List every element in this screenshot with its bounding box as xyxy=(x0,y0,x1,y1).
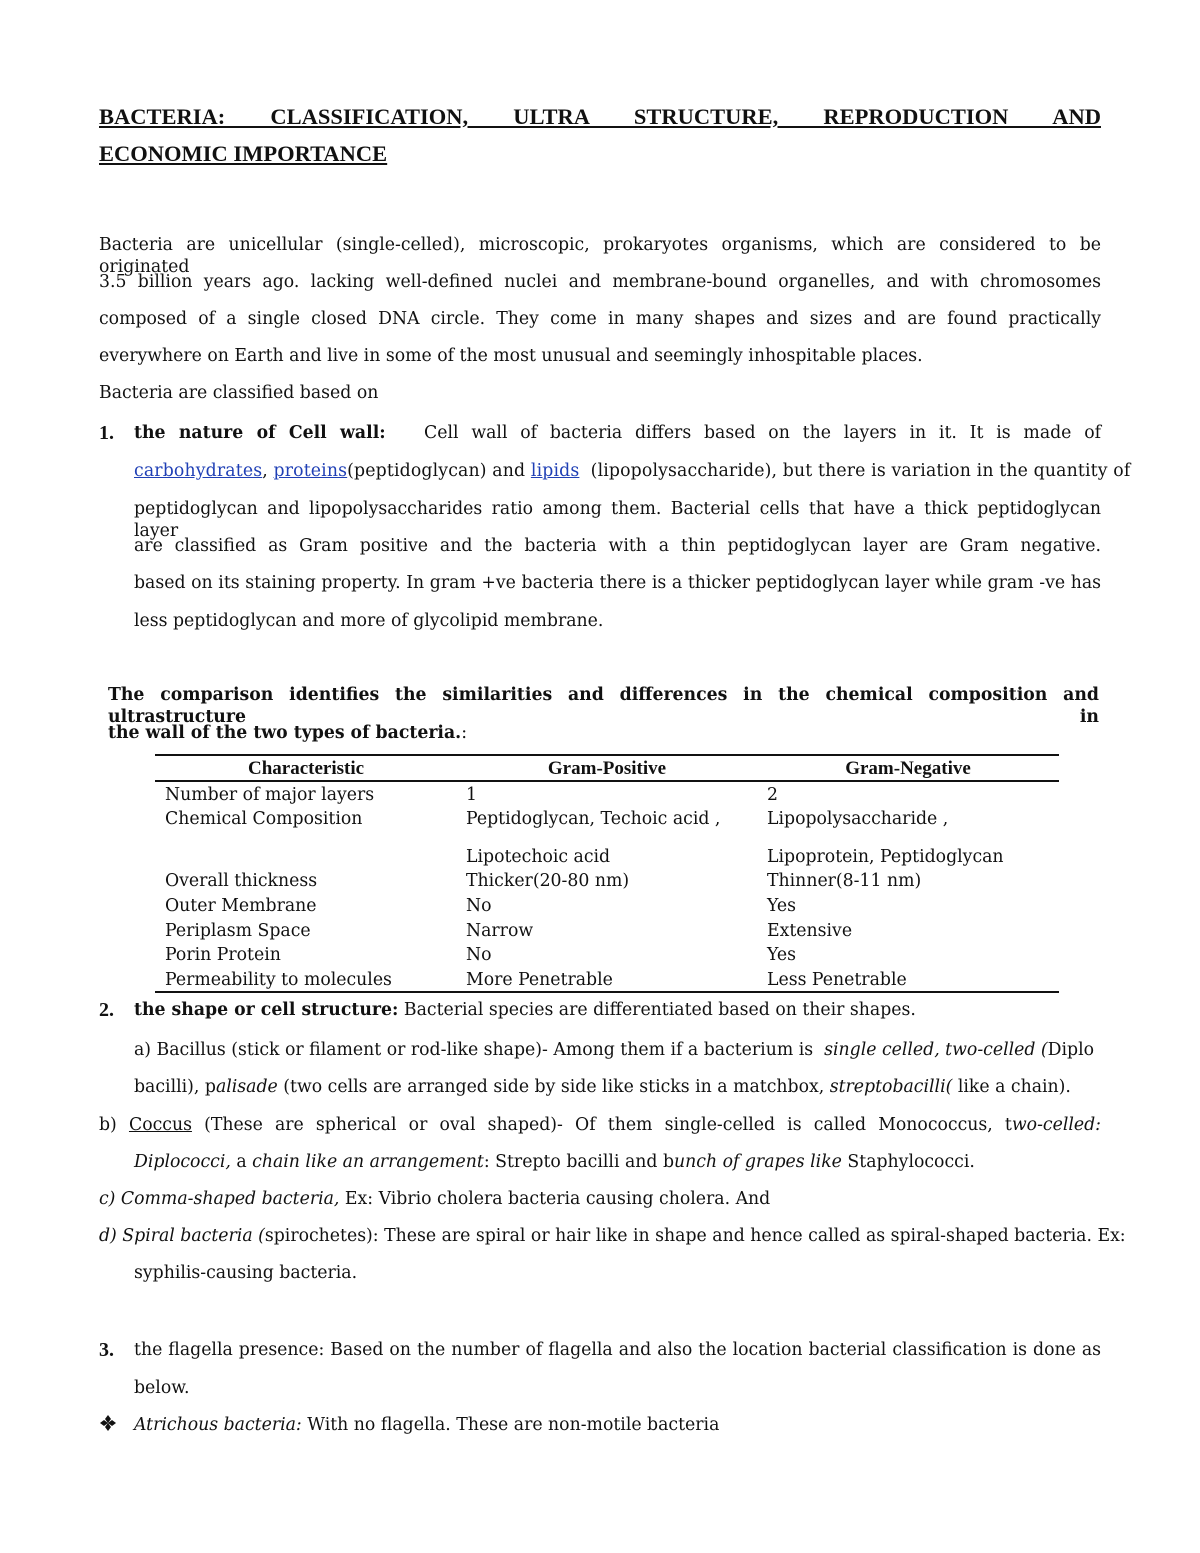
comma-shaped-text: Ex: Vibrio cholera bacteria causing cholera. And xyxy=(344,1189,771,1209)
streptobacilli-italic: streptobacilli( xyxy=(829,1077,953,1097)
table-cell: No xyxy=(466,945,492,965)
coccus-line-2 xyxy=(134,1151,975,1173)
comma-shaped-italic: c) Comma-shaped bacteria, xyxy=(99,1189,340,1209)
table-cell: Less Penetrable xyxy=(767,970,907,990)
coccus-2-a: a xyxy=(236,1152,247,1172)
coccus-text: (These are spherical or oval shaped)- Of them single-celled is called Monococcus, t xyxy=(204,1115,1012,1135)
comparison-line-1: The comparison identifies the similarities and differences in the chemical composition and ultrastructure in xyxy=(108,685,1099,727)
section-2-number: 2. xyxy=(99,999,114,1021)
intro-line-1: Bacteria are unicellular (single-celled), microscopic, prokaryotes organisms, which are considered to be originated xyxy=(99,235,1101,277)
table-cell: No xyxy=(466,896,492,916)
bacillus-text: a) Bacillus (stick or filament or rod-like shape)- Among them if a bacterium is xyxy=(134,1040,814,1060)
table-cell: Lipotechoic acid xyxy=(466,847,611,867)
section-2-heading: the shape or cell structure: xyxy=(134,1000,399,1020)
section-1-line-3: peptidoglycan and lipopolysaccharides ratio among them. Bacterial cells that have a thick peptidoglycan layer xyxy=(134,499,1101,541)
table-cell: 1 xyxy=(466,785,477,805)
table-header-rule xyxy=(155,780,1059,782)
table-cell: Thinner(8-11 nm) xyxy=(767,871,922,891)
table-cell: Lipoprotein, Peptidoglycan xyxy=(767,847,1004,867)
table-cell: Yes xyxy=(767,896,797,916)
comparison-line-2-tail: : xyxy=(461,723,468,743)
bacillus-end: Diplo xyxy=(1047,1040,1095,1060)
section-1-line-6: less peptidoglycan and more of glycolipid membrane. xyxy=(134,611,604,631)
bacillus-line-1 xyxy=(134,1039,1094,1061)
table-bottom-rule xyxy=(155,991,1059,993)
classified-based-on: Bacteria are classified based on xyxy=(99,383,379,403)
page-title xyxy=(99,98,1101,172)
grapes-italic: unch of grapes like xyxy=(674,1152,842,1172)
coccus-2-end: Staphylococci. xyxy=(847,1152,975,1172)
table-cell: Number of major layers xyxy=(165,785,375,805)
spiral-text: spirochetes): These are spiral or hair like in shape and hence called as spiral-shaped bacteria. Ex: xyxy=(264,1226,1126,1246)
chain-italic: chain like an arrangement xyxy=(252,1152,484,1172)
section-1-line-1-rest: Cell wall of bacteria differs based on the layers in it. It is made of xyxy=(424,423,1102,443)
table-cell: Outer Membrane xyxy=(165,896,317,916)
table-top-rule xyxy=(155,754,1059,756)
table-cell: Yes xyxy=(767,945,797,965)
atrichous-italic: Atrichous bacteria: xyxy=(134,1415,302,1435)
table-cell: Overall thickness xyxy=(165,871,318,891)
section-2-heading-rest: Bacterial species are differentiated based on their shapes. xyxy=(403,1000,916,1020)
coccus-term: Coccus xyxy=(128,1115,192,1135)
lipids-link[interactable]: lipids xyxy=(530,461,580,481)
bacillus-2-end: like a chain). xyxy=(957,1077,1071,1097)
table-cell: More Penetrable xyxy=(466,970,613,990)
diplococci-italic: Diplococci, xyxy=(134,1152,231,1172)
section-1-number: 1. xyxy=(99,422,114,444)
table-header-gram-negative: Gram-Negative xyxy=(845,758,971,779)
atrichous-text: With no flagella. These are non-motile bacteria xyxy=(307,1415,720,1435)
coccus-2-mid: : Strepto bacilli and b xyxy=(483,1152,675,1172)
comparison-line-2 xyxy=(108,722,467,744)
bacillus-line-2 xyxy=(134,1076,1071,1098)
intro-line-2: 3.5 billion years ago. lacking well-defined nuclei and membrane-bound organelles, and with chromosomes xyxy=(99,272,1101,292)
table-cell: Chemical Composition xyxy=(165,809,363,829)
title-line-1: BACTERIA: CLASSIFICATION, ULTRA STRUCTURE, REPRODUCTION AND xyxy=(99,104,1101,129)
coccus-label: b) xyxy=(99,1115,117,1135)
after-proteins-text: (peptidoglycan) and xyxy=(347,461,526,481)
after-lipids-text: (lipopolysaccharide), but there is variation in the quantity of xyxy=(590,461,1131,481)
bacillus-2-mid: (two cells are arranged side by side like sticks in a matchbox, xyxy=(283,1077,825,1097)
bacillus-italic: single celled, two-celled ( xyxy=(824,1040,1048,1060)
diamond-bullet-icon xyxy=(99,1414,117,1436)
comparison-line-2-bold: the wall of the two types of bacteria. xyxy=(108,723,462,743)
spiral-line-2: syphilis-causing bacteria. xyxy=(134,1263,358,1283)
spiral-italic: d) Spiral bacteria ( xyxy=(99,1226,265,1246)
intro-line-4: everywhere on Earth and live in some of the most unusual and seemingly inhospitable places. xyxy=(99,346,923,366)
intro-line-3: composed of a single closed DNA circle. They come in many shapes and sizes and are found practically xyxy=(99,309,1101,329)
table-cell: Porin Protein xyxy=(165,945,281,965)
table-header-gram-positive: Gram-Positive xyxy=(547,758,667,779)
table-cell: Peptidoglycan, Techoic acid , xyxy=(466,809,721,829)
section-3-line-1: the flagella presence: Based on the number of flagella and also the location bacterial classification is done as xyxy=(134,1340,1101,1360)
carbohydrates-link[interactable]: carbohydrates xyxy=(134,461,263,481)
comma-shaped-line xyxy=(99,1188,770,1210)
section-1-line-5: based on its staining property. In gram +ve bacteria there is a thicker peptidoglycan layer while gram -ve has xyxy=(134,573,1101,593)
title-line-2: ECONOMIC IMPORTANCE xyxy=(99,141,388,166)
palisade-italic: alisade xyxy=(215,1077,278,1097)
section-3-number: 3. xyxy=(99,1339,114,1361)
table-header-characteristic: Characteristic xyxy=(247,758,365,779)
table-cell: Permeability to molecules xyxy=(165,970,392,990)
table-cell: Narrow xyxy=(466,921,534,941)
section-3-line-2: below. xyxy=(134,1378,190,1398)
comma-text: , xyxy=(262,461,268,481)
section-1-heading: the nature of Cell wall: xyxy=(134,423,386,443)
section-1-line-2 xyxy=(134,460,1130,482)
coccus-line-1 xyxy=(99,1114,1101,1136)
proteins-link[interactable]: proteins xyxy=(273,461,348,481)
section-1-line-4: are classified as Gram positive and the bacteria with a thin peptidoglycan layer are Gram negative. xyxy=(134,536,1101,556)
spiral-line-1 xyxy=(99,1225,1126,1247)
section-2-heading-line xyxy=(134,999,916,1021)
table-cell: Extensive xyxy=(767,921,853,941)
section-1-line-1 xyxy=(134,422,1101,444)
table-cell: Lipopolysaccharide , xyxy=(767,809,949,829)
atrichous-line xyxy=(134,1414,719,1436)
bacillus-2-pre: bacilli), p xyxy=(134,1077,216,1097)
table-cell: Thicker(20-80 nm) xyxy=(466,871,630,891)
table-cell: 2 xyxy=(767,785,778,805)
table-cell: Periplasm Space xyxy=(165,921,311,941)
coccus-italic: wo-celled: xyxy=(1011,1115,1101,1135)
